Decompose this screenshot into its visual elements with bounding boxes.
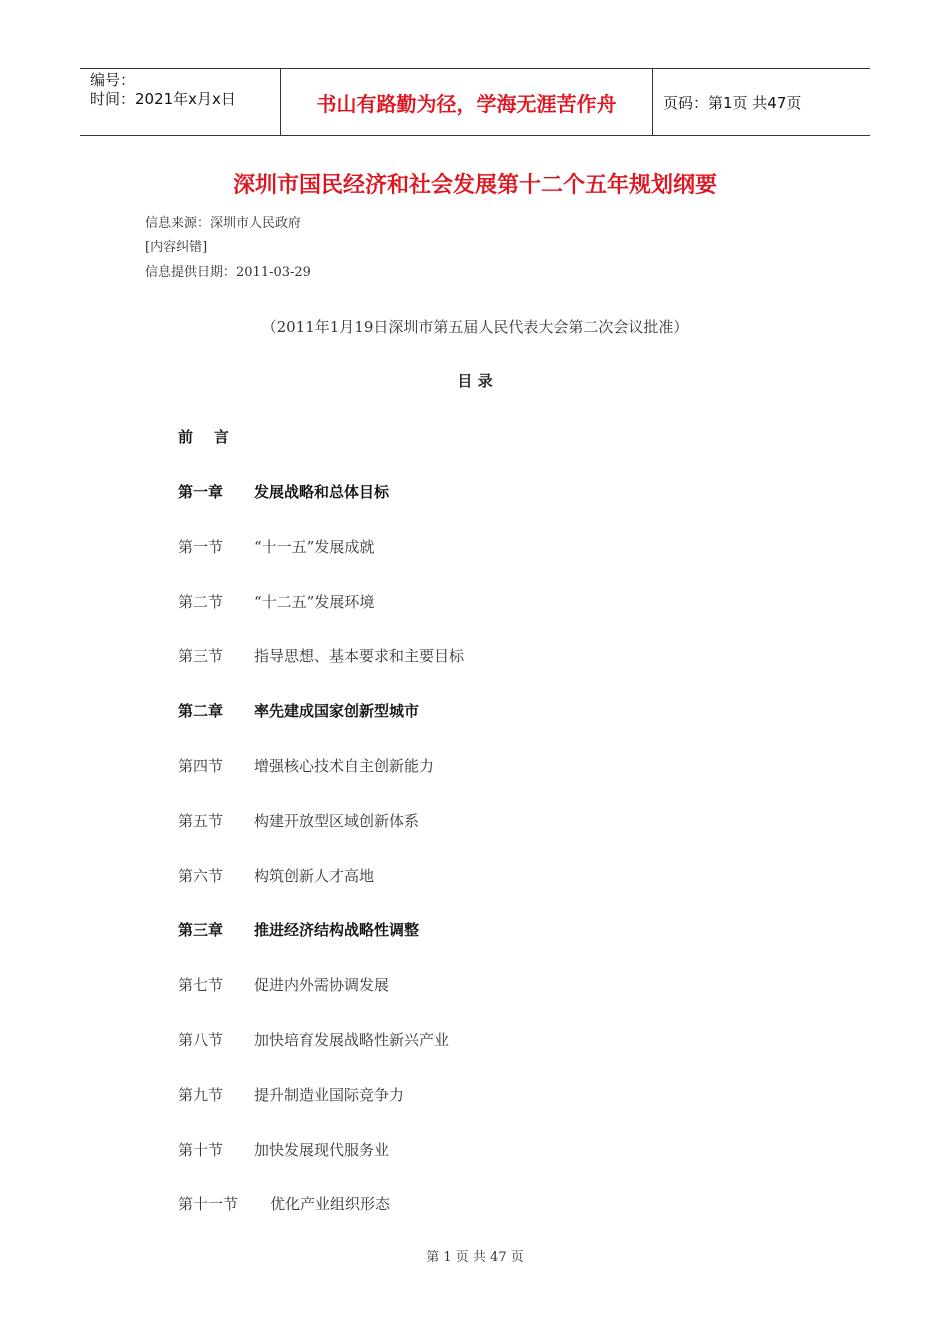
- toc-text: 促进内外需协调发展: [254, 976, 390, 994]
- toc-label: 第四节: [178, 757, 224, 775]
- toc-preface: 前 言: [178, 428, 229, 446]
- toc-section: [178, 1084, 404, 1105]
- time-label: 时间：2021年x月x日: [90, 90, 236, 108]
- approval-note: （2011年1月19日深圳市第五届人民代表大会第二次会议批准）: [261, 318, 689, 336]
- toc-text: “十一五”发展成就: [254, 538, 375, 556]
- toc-label: 第五节: [178, 812, 224, 830]
- toc-text: 优化产业组织形态: [270, 1195, 391, 1213]
- toc-section: [178, 974, 389, 995]
- toc-label: 第一章: [178, 483, 224, 501]
- info-date: 信息提供日期：2011-03-29: [145, 265, 311, 280]
- toc-text: 增强核心技术自主创新能力: [254, 757, 435, 775]
- toc-label: 第八节: [178, 1031, 224, 1049]
- toc-text: 指导思想、基本要求和主要目标: [254, 647, 465, 665]
- toc-label: 第十节: [178, 1141, 224, 1159]
- toc-text: 发展战略和总体目标: [254, 483, 390, 501]
- toc-chapter: [178, 481, 389, 502]
- document-title: 深圳市国民经济和社会发展第十二个五年规划纲要: [232, 173, 717, 198]
- content-correction-link[interactable]: [内容纠错]: [145, 240, 208, 255]
- toc-text: 提升制造业国际竞争力: [254, 1086, 405, 1104]
- info-source: 信息来源：深圳市人民政府: [145, 216, 302, 231]
- number-label: 编号：: [90, 71, 136, 89]
- toc-label: 第十一节: [178, 1195, 239, 1213]
- toc-text: 推进经济结构战略性调整: [254, 921, 420, 939]
- toc-label: 第六节: [178, 867, 224, 885]
- toc-section: [178, 591, 374, 612]
- toc-section: [178, 865, 374, 886]
- motto: 书山有路勤为径，学海无涯苦作舟: [280, 69, 653, 135]
- toc-text: 率先建成国家创新型城市: [254, 702, 420, 720]
- toc-section: [178, 1193, 390, 1214]
- toc-section: [178, 645, 464, 666]
- toc-title: 目 录: [457, 372, 493, 390]
- toc-text: 构建开放型区域创新体系: [254, 812, 420, 830]
- toc-section: [178, 810, 419, 831]
- toc-chapter: [178, 700, 419, 721]
- toc-section: [178, 755, 434, 776]
- page-footer: 第 1 页 共 47 页: [426, 1250, 524, 1265]
- toc-section: [178, 1029, 449, 1050]
- toc-label: 第三章: [178, 921, 224, 939]
- toc-section: [178, 536, 374, 557]
- toc-text: 加快培育发展战略性新兴产业: [254, 1031, 450, 1049]
- header-table: [80, 68, 870, 136]
- toc-label: 第三节: [178, 647, 224, 665]
- toc-label: 第一节: [178, 538, 224, 556]
- toc-label: 第二节: [178, 593, 224, 611]
- toc-text: “十二五”发展环境: [254, 593, 375, 611]
- toc-label: 第二章: [178, 702, 224, 720]
- toc-text: 加快发展现代服务业: [254, 1141, 390, 1159]
- toc-chapter: [178, 919, 419, 940]
- toc-text: 构筑创新人才高地: [254, 867, 375, 885]
- header-page-info: 页码：第1页 共47页: [663, 93, 802, 112]
- toc-label: 第七节: [178, 976, 224, 994]
- header-info-cell: [80, 69, 280, 135]
- toc-label: 第九节: [178, 1086, 224, 1104]
- toc-section: [178, 1139, 389, 1160]
